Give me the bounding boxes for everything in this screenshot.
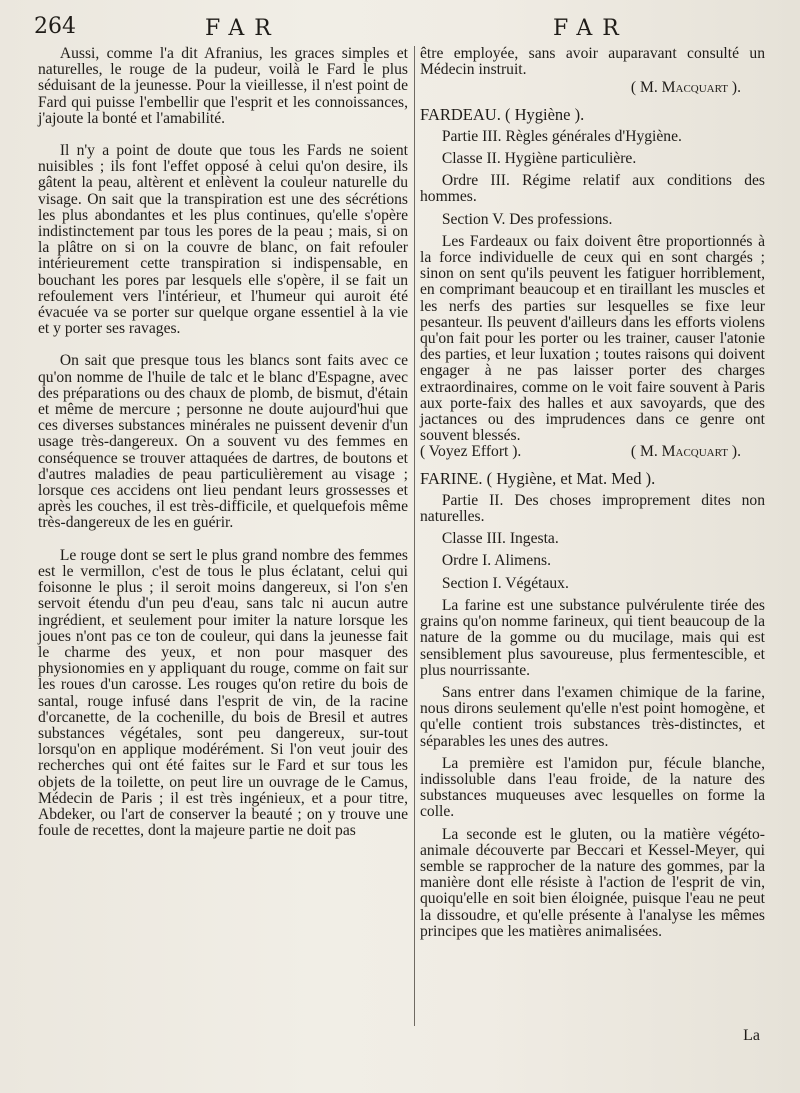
paragraph-continuation: être employée, sans avoir auparavant consulté un Médecin instruit.: [420, 45, 765, 79]
running-head-left: FAR: [205, 16, 281, 41]
paragraph-gluten: La seconde est le gluten, ou la matière végéto-animale découverte par Beccari et Kessel-Meyer, qui semble se rapprocher de la nature des gommes, par la manière dont elle résiste à l'action de l'esprit de vin, quoiqu'elle en soit bien éloignée, puisque l'eau ne peut la dissoudre, et qu'elle présente à l'analyse les mêmes principes que les matières animalisées.: [420, 825, 765, 940]
paragraph-blancs: On sait que presque tous les blancs sont faits avec ce qu'on nomme de l'huile de talc et le blanc d'Espagne, avec des préparations ou des chaux de plomb, de bismut, d'étain et même de mercure ; personne ne doute aujourd'hui que ces diverses substances minérales ne puissent devenir d'un usage très-dangereux. On a souvent vu des femmes en conséquence se trouver attaquées de dartres, de boutons et d'autres maladies de peau particulièrement au visage ; lorsque ces accidens ont lieu pendant leurs grossesses et après les couches, il est très-difficile, et quelquefois même très-dangereux de les en guérir.: [38, 352, 408, 532]
signature-macquart-1: ( M. Macquart ).: [630, 79, 741, 97]
paragraph-farine-definition: La farine est une substance pulvérulente tirée des grains qu'on nomme farineux, qui tient beaucoup de la nature de la gomme ou du mucilage, mais qui est sensiblement plus savoureuse, plus fermentescible, et plus nourrissante.: [420, 596, 765, 679]
catchword: La: [743, 1027, 760, 1044]
class-farine-partie: Partie II. Des choses improprement dites non naturelles.: [420, 491, 765, 526]
class-partie: Partie III. Règles générales d'Hygiène.: [441, 127, 682, 145]
paragraph-fards-nuisibles: Il n'y a point de doute que tous les Fards ne soient nuisibles ; ils font l'effet opposé à celui qu'on desire, ils gâtent la peau, altèrent et enlèvent la couleur naturelle du visage. On sait que la transpiration est une des sécrétions les plus abondantes et les plus continues, qu'elle s'opère indistinctement par tous les pores de la peau ; mais, si on la plâtre on si on la couvre de blanc, on fait refouler intérieurement cette transpiration si indispensable, en bouchant les pores par lesquels elle s'opère, il se fait un refoulement vers l'intérieur, et l'humeur qui auroit été évacuée va se porter sur quelque organe essentiel à la vie et y porter ses ravages.: [38, 142, 408, 338]
paragraph-afranius: Aussi, comme l'a dit Afranius, les graces simples et naturelles, le rouge de la pudeur, voilà le Fard le plus séduisant de la jeunesse. Pour la vieillesse, il n'est point de Fard qui puisse l'embellir que l'esprit et les connoissances, j'ajoute la bonté et l'amabilité.: [38, 45, 408, 127]
paragraph-amidon: La première est l'amidon pur, fécule blanche, indissoluble dans l'eau froide, de la nature des substances muqueuses avec lesquelles on forme la colle.: [420, 754, 765, 821]
see-also-effort: ( Voyez Effort ).: [420, 443, 522, 461]
class-section: Section V. Des professions.: [441, 210, 613, 228]
page-header: [0, 12, 800, 42]
column-divider: [414, 46, 415, 1026]
class-farine-classe: Classe III. Ingesta.: [441, 530, 559, 548]
class-farine-section: Section I. Végétaux.: [441, 574, 569, 592]
paragraph-fardeaux: Les Fardeaux ou faix doivent être proportionnés à la force individuelle de ceux qui en sont chargés ; sinon on sent qu'ils peuvent les fatiguer horriblement, en comprimant beaucoup et en tiraillant les muscles et les nerfs des parties sur lesquelles se fixe leur pesanteur. Ils peuvent d'ailleurs dans les efforts violens qu'on fait pour les porter ou les trainer, causer l'atonie des parties, et leur luxation ; toutes raisons qui doivent engager à ne pas laisser porter des charges extraordinaires, comme on le voit faire souvent à Paris aux porte-faix des halles et aux savoyards, que des jactances ou des imprudences dans ce genre ont souvent blessés.: [420, 232, 765, 445]
left-column: [38, 46, 408, 839]
paragraph-rouge: Le rouge dont se sert le plus grand nombre des femmes est le vermillon, c'est de tous le plus éclatant, celui qui foisonne le plus ; il seroit moins dangereux, si l'on s'en servoit étendu d'un peu d'eau, sans talc ni aucun autre ingrédient, et seulement pour imiter la nature lorsque les joues n'ont pas ce ton de couleur, qui dans la jeunesse fait le charme des yeux, et non pour masquer des physionomies en y appliquant du rouge, comme on fait sur les roues d'un carosse. Les rouges qu'on retire du bois de santal, rouge infusé dans l'esprit de vin, de la racine d'orcanette, de la cochenille, du bois de Bresil et autres substances végétales, sont peu dangereux, sur-tout lorsqu'on en applique modérément. Si l'on veut jouir des recherches qui ont été faites sur le Fard et sur tous les objets de la toilette, on peut lire un ouvrage de le Camus, Médecin de Paris ; il est très ingénieux, et a pour titre, Abdeker, ou l'art de conserver la beauté ; on y trouve une foule de recettes, dont la majeure partie ne doit pas: [38, 546, 408, 840]
class-farine-ordre: Ordre I. Alimens.: [441, 552, 551, 570]
class-ordre: Ordre III. Régime relatif aux conditions des hommes.: [420, 172, 765, 206]
reference-line: [420, 444, 765, 460]
heading-fardeau: FARDEAU. ( Hygiène ).: [420, 104, 585, 124]
paragraph-examen-chimique: Sans entrer dans l'examen chimique de la farine, nous dirons seulement qu'elle n'est point homogène, et qu'elle contient trois substances très-distinctes, et séparables les unes des autres.: [420, 683, 765, 750]
signature-macquart-2: ( M. Macquart ).: [630, 443, 741, 461]
right-column: [420, 46, 765, 940]
running-head-right: FAR: [553, 16, 629, 41]
page-number: 264: [34, 14, 76, 39]
class-classe: Classe II. Hygiène particulière.: [441, 150, 637, 168]
heading-farine: FARINE. ( Hygiène, et Mat. Med ).: [420, 468, 656, 488]
